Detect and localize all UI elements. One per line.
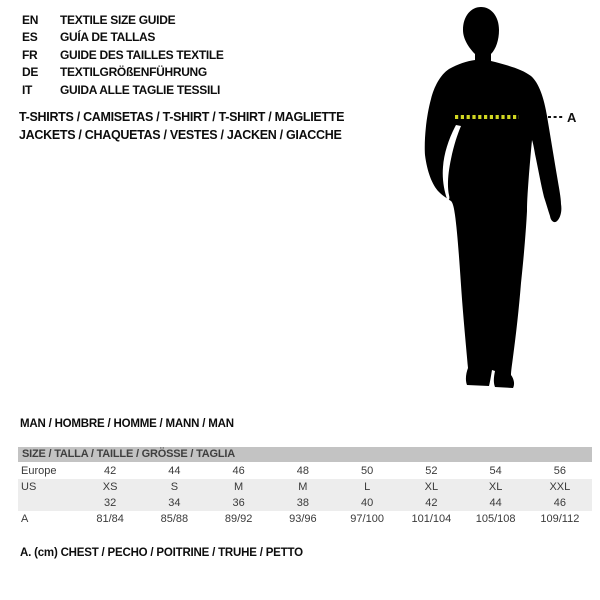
table-cell: XL: [424, 481, 439, 493]
row-label: US: [21, 481, 37, 493]
lang-row-en: [22, 12, 224, 29]
man-silhouette-body: [425, 7, 562, 388]
table-cell: 36: [232, 497, 245, 509]
table-cell: S: [170, 481, 179, 493]
table-cell: 34: [168, 497, 181, 509]
table-cell: 81/84: [96, 513, 124, 525]
table-cell: XL: [488, 481, 503, 493]
table-cell: 40: [361, 497, 374, 509]
category-line-jackets: JACKETS / CHAQUETAS / VESTES / JACKEN / GIACCHE: [19, 127, 342, 142]
table-cell: 46: [553, 497, 566, 509]
lang-row-it: [22, 82, 224, 99]
table-cell: 44: [489, 497, 502, 509]
table-cell: 50: [361, 465, 374, 477]
table-cell: 32: [104, 497, 117, 509]
measure-label-a: A: [567, 110, 577, 125]
table-cell: 42: [104, 465, 117, 477]
table-cell: 48: [296, 465, 309, 477]
lang-row-fr: [22, 47, 224, 64]
table-cell: 54: [489, 465, 502, 477]
man-silhouette-figure: [415, 5, 595, 395]
table-cell: L: [364, 481, 371, 493]
lang-code: IT: [22, 82, 33, 97]
man-silhouette: [415, 5, 595, 395]
lang-row-es: [22, 29, 224, 46]
table-row-europe: [18, 463, 592, 479]
table-cell: 46: [232, 465, 245, 477]
row-label: A: [21, 513, 29, 525]
lang-row-de: [22, 64, 224, 81]
table-cell: 97/100: [350, 513, 384, 525]
lang-label: GUIDE DES TAILLES TEXTILE: [60, 47, 224, 62]
table-cell: 44: [168, 465, 181, 477]
size-table-header: SIZE / TALLA / TAILLE / GRÖSSE / TAGLIA: [18, 447, 592, 462]
table-cell: M: [298, 481, 308, 493]
table-row-chest-a: [18, 511, 592, 527]
lang-label: GUIDA ALLE TAGLIE TESSILI: [60, 82, 221, 97]
table-cell: 52: [425, 465, 438, 477]
lang-code: EN: [22, 13, 39, 27]
table-cell: XXL: [549, 481, 571, 493]
size-table: [18, 447, 592, 527]
table-cell: 85/88: [160, 513, 189, 525]
row-label: Europe: [21, 465, 57, 477]
table-cell: 42: [425, 497, 438, 509]
table-cell: 38: [296, 497, 309, 509]
garment-categories: [19, 109, 344, 144]
lang-code: DE: [22, 65, 39, 80]
table-row-us-numeric: [18, 495, 592, 511]
table-cell: 105/108: [475, 513, 516, 525]
table-cell: 101/104: [411, 513, 452, 525]
table-row-us: [18, 479, 592, 495]
table-cell: 56: [553, 465, 566, 477]
section-title-man: MAN / HOMBRE / HOMME / MANN / MAN: [20, 418, 234, 430]
language-guide: [22, 12, 224, 99]
lang-label: GUÍA DE TALLAS: [60, 30, 156, 45]
category-line-tshirts: T-SHIRTS / CAMISETAS / T-SHIRT / T-SHIRT / MAGLIETTE: [19, 110, 345, 124]
lang-code: ES: [22, 30, 38, 45]
lang-code: FR: [22, 47, 38, 62]
table-cell: 93/96: [289, 513, 317, 525]
lang-label: TEXTILGRÖßENFÜHRUNG: [60, 65, 207, 80]
table-cell: 89/92: [224, 513, 253, 525]
measurement-footnote: A. (cm) CHEST / PECHO / POITRINE / TRUHE / PETTO: [20, 547, 303, 559]
table-cell: XS: [102, 481, 118, 493]
table-cell: 109/112: [540, 513, 580, 525]
table-cell: M: [234, 481, 244, 493]
lang-label: TEXTILE SIZE GUIDE: [60, 13, 176, 27]
